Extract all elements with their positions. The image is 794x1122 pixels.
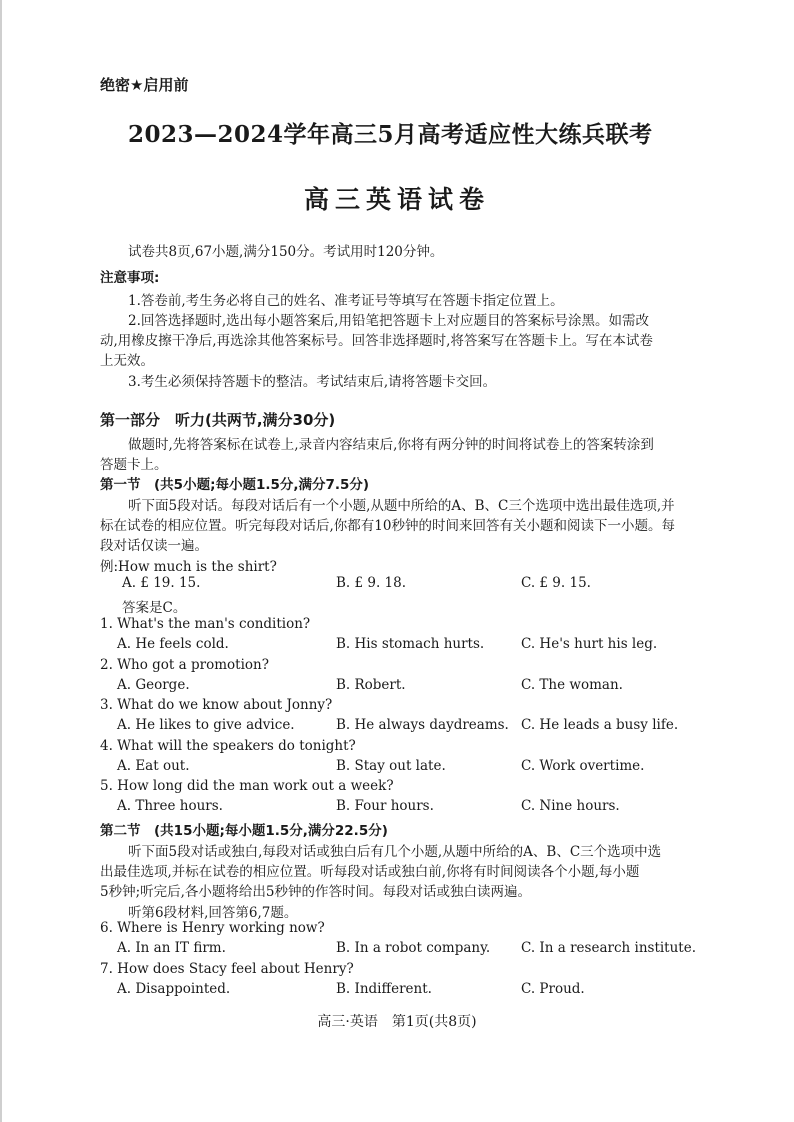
option-b: B. Indifferent. — [336, 981, 432, 997]
option-a: A. Eat out. — [117, 758, 190, 774]
example-question: 例:How much is the shirt? — [100, 559, 277, 575]
option-c: C. He's hurt his leg. — [521, 636, 658, 652]
exam-info: 试卷共8页,67小题,满分150分。考试用时120分钟。 — [128, 244, 444, 260]
option-b: B. He always daydreams. — [336, 717, 509, 733]
example-option-a: A. £ 19. 15. — [122, 575, 201, 591]
part1-intro: 答题卡上。 — [100, 457, 168, 473]
option-a: A. He feels cold. — [117, 636, 229, 652]
material-instruction: 听第6段材料,回答第6,7题。 — [128, 905, 298, 921]
option-a: A. Three hours. — [117, 798, 223, 814]
option-a: A. He likes to give advice. — [117, 717, 295, 733]
notice-item: 上无效。 — [100, 353, 154, 369]
confidential-label: 绝密★启用前 — [100, 76, 189, 94]
part1-title: 第一部分 听力(共两节,满分30分) — [100, 411, 336, 429]
question-text: 1. What's the man's condition? — [100, 616, 311, 632]
question-text: 2. Who got a promotion? — [100, 657, 269, 673]
question-text: 7. How does Stacy feel about Henry? — [100, 961, 354, 977]
section1-intro: 听下面5段对话。每段对话后有一个小题,从题中所给的A、B、C三个选项中选出最佳选项,并 — [128, 498, 675, 514]
option-b: B. In a robot company. — [336, 940, 491, 956]
question-text: 4. What will the speakers do tonight? — [100, 738, 356, 754]
notice-item: 2.回答选择题时,选出每小题答案后,用铅笔把答题卡上对应题目的答案标号涂黑。如需改 — [128, 313, 649, 329]
notice-title: 注意事项: — [100, 270, 160, 286]
option-c: C. Nine hours. — [521, 798, 620, 814]
section2-intro: 出最佳选项,并标在试卷的相应位置。听每段对话或独白前,你将有时间阅读各个小题,每小题 — [100, 864, 640, 880]
section2-intro: 5秒钟;听完后,各小题将给出5秒钟的作答时间。每段对话或独白读两遍。 — [100, 884, 532, 900]
example-option-c: C. £ 9. 15. — [521, 575, 591, 591]
option-c: C. Proud. — [521, 981, 585, 997]
option-c: C. The woman. — [521, 677, 623, 693]
option-a: A. In an IT firm. — [117, 940, 226, 956]
section1-title: 第一节 (共5小题;每小题1.5分,满分7.5分) — [100, 477, 370, 493]
example-option-b: B. £ 9. 18. — [336, 575, 407, 591]
section2-title: 第二节 (共15小题;每小题1.5分,满分22.5分) — [100, 823, 388, 839]
example-answer: 答案是C。 — [122, 600, 187, 616]
subject-title: 高三英语试卷 — [303, 185, 490, 214]
option-b: B. Stay out late. — [336, 758, 446, 774]
option-b: B. Four hours. — [336, 798, 434, 814]
question-text: 5. How long did the man work out a week? — [100, 778, 394, 794]
option-c: C. Work overtime. — [521, 758, 645, 774]
option-b: B. Robert. — [336, 677, 406, 693]
option-c: C. In a research institute. — [521, 940, 697, 956]
part1-intro: 做题时,先将答案标在试卷上,录音内容结束后,你将有两分钟的时间将试卷上的答案转涂到 — [128, 437, 654, 453]
page-footer: 高三·英语 第1页(共8页) — [317, 1014, 477, 1030]
section1-intro: 段对话仅读一遍。 — [100, 538, 208, 554]
question-text: 3. What do we know about Jonny? — [100, 697, 333, 713]
notice-item: 3.考生必须保持答题卡的整洁。考试结束后,请将答题卡交回。 — [128, 374, 497, 390]
notice-item: 动,用橡皮擦干净后,再选涂其他答案标号。回答非选择题时,将答案写在答题卡上。写在本试卷 — [100, 333, 653, 349]
notice-item: 1.答卷前,考生务必将自己的姓名、准考证号等填写在答题卡指定位置上。 — [128, 293, 564, 309]
option-c: C. He leads a busy life. — [521, 717, 679, 733]
option-b: B. His stomach hurts. — [336, 636, 485, 652]
exam-title: 2023—2024学年高三5月高考适应性大练兵联考 — [128, 121, 653, 148]
section2-intro: 听下面5段对话或独白,每段对话或独白后有几个小题,从题中所给的A、B、C三个选项中选 — [128, 844, 662, 860]
question-text: 6. Where is Henry working now? — [100, 920, 325, 936]
option-a: A. George. — [117, 677, 190, 693]
section1-intro: 标在试卷的相应位置。听完每段对话后,你都有10秒钟的时间来回答有关小题和阅读下一小题。每 — [100, 518, 675, 534]
option-a: A. Disappointed. — [117, 981, 231, 997]
